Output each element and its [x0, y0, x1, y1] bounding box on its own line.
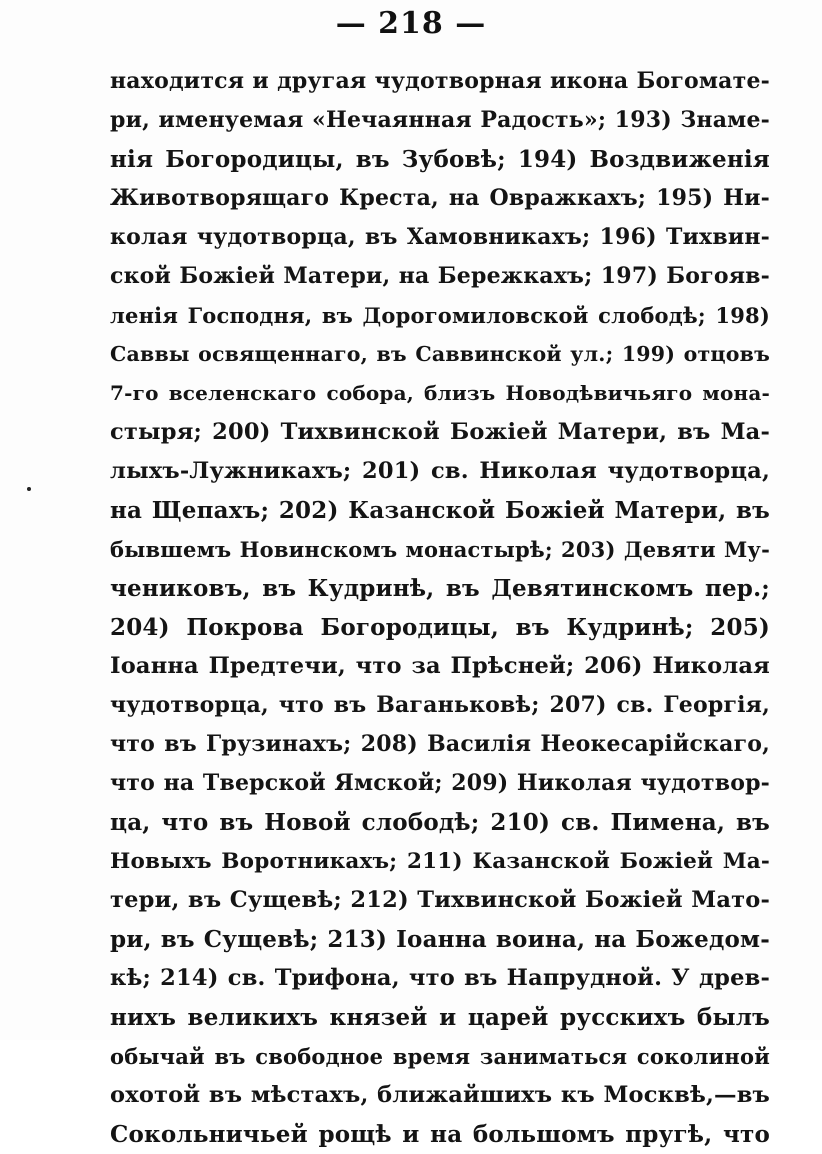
text-line: нія Богородицы, въ Зубовѣ; 194) Воздвиженія [110, 146, 770, 173]
text-line: ской Божіей Матери, на Бережкахъ; 197) Богояв- [110, 263, 770, 289]
text-line: что на Тверской Ямской; 209) Николая чудотвор- [110, 770, 770, 796]
text-line: нихъ великихъ князей и царей русскихъ былъ [110, 1004, 770, 1031]
text-line: чудотворца, что въ Ваганьковѣ; 207) св. Георгія, [110, 692, 770, 718]
text-line: Животворящаго Креста, на Овражкахъ; 195) Ни- [110, 185, 770, 211]
body-text [110, 62, 770, 1154]
text-line: что въ Грузинахъ; 208) Василія Неокесарійскаго, [110, 731, 770, 757]
text-line: находится и другая чудотворная икона Богомате- [110, 68, 770, 94]
text-line: обычай въ свободное время заниматься соколиной [110, 1044, 770, 1069]
text-line: 204) Покрова Богородицы, въ Кудринѣ; 205) [110, 614, 770, 641]
ink-speck [27, 487, 31, 491]
text-line: ленія Господня, въ Дорогомиловской слободѣ; 198) [110, 303, 770, 328]
text-line: стыря; 200) Тихвинской Божіей Матери, въ Ма- [110, 419, 770, 445]
text-line: Саввы освященнаго, въ Саввинской ул.; 199) отцовъ [110, 342, 770, 366]
text-line: ри, именуемая «Нечаянная Радость»; 193) Знаме- [110, 107, 770, 133]
page-number: — 218 — [335, 6, 487, 41]
text-line: на Щепахъ; 202) Казанской Божіей Матери, въ [110, 497, 770, 524]
text-line: ца, что въ Новой слободѣ; 210) св. Пимена, въ [110, 809, 770, 836]
text-line: Іоанна Предтечи, что за Прѣсней; 206) Николая [110, 653, 770, 679]
text-line: Сокольничьей рощѣ и на большомъ пругѣ, что [110, 1121, 770, 1148]
text-line: кѣ; 214) св. Трифона, что въ Напрудной. У древ- [110, 965, 770, 991]
text-line: 7-го вселенскаго собора, близъ Новодѣвичьяго мона- [110, 381, 770, 405]
text-line: бывшемъ Новинскомъ монастырѣ; 203) Девяти Му- [110, 537, 770, 562]
text-line: Новыхъ Воротникахъ; 211) Казанской Божіей Ма- [110, 849, 770, 874]
text-line: тери, въ Сущевѣ; 212) Тихвинской Божіей Мато- [110, 887, 770, 913]
text-line: охотой въ мѣстахъ, ближайшихъ къ Москвѣ,—въ [110, 1082, 770, 1108]
text-line: лыхъ-Лужникахъ; 201) св. Николая чудотворца, [110, 458, 770, 484]
text-line: ри, въ Сущевѣ; 213) Іоанна воина, на Божедом- [110, 926, 770, 953]
text-line: колая чудотворца, въ Хамовникахъ; 196) Тихвин- [110, 224, 770, 250]
text-line: чениковъ, въ Кудринѣ, въ Девятинскомъ пер.; [110, 575, 770, 602]
